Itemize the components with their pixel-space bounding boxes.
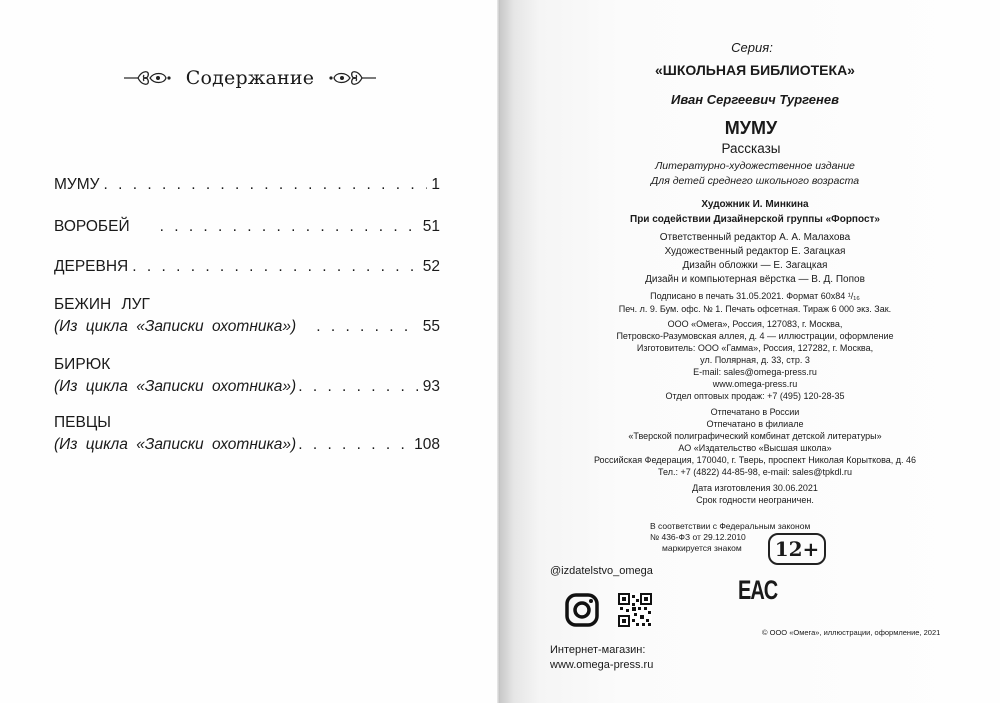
publisher-line: Петровско-Разумовская аллея, д. 4 — иллюстрации, оформление (616, 331, 894, 341)
publisher-line: ул. Полярная, д. 33, стр. 3 (700, 355, 810, 365)
publisher-email[interactable]: E-mail: sales@omega-press.ru (693, 367, 817, 377)
eac-certification-mark: EAC (738, 575, 778, 606)
printed-line: Российская Федерация, 170040, г. Тверь, проспект Николая Корыткова, д. 46 (593, 455, 917, 465)
toc-page-number: 55 (422, 318, 440, 335)
shop-url[interactable]: www.omega-press.ru (550, 659, 654, 671)
toc-entry-subtitle: (Из цикла «Записки охотника») (54, 436, 297, 453)
toc-entry-title: БЕЖИН ЛУГ (54, 296, 150, 313)
printed-line: Отпечатано в России (710, 407, 800, 417)
copyright-notice: © ООО «Омега», иллюстрации, оформление, 2021 (762, 628, 941, 637)
publisher-line: Изготовитель: ООО «Гамма», Россия, 127282, г. Москва, (636, 343, 874, 353)
author-name: Иван Сергеевич Тургенев (671, 92, 839, 107)
qr-code-icon[interactable] (618, 593, 652, 627)
printed-line: Тел.: +7 (4822) 44-85-98, e-mail: sales@tpkdl.ru (658, 467, 852, 477)
toc-entry-title: ДЕРЕВНЯ (54, 258, 129, 275)
credit-line: Дизайн обложки — Е. Загацкая (682, 260, 828, 271)
series-label: Серия: (731, 40, 773, 55)
toc-entry-mumu[interactable] (54, 174, 440, 196)
edition-type: Литературно-художественное издание (655, 160, 855, 172)
printed-line: «Тверской полиграфический комбинат детской литературы» (628, 431, 882, 441)
publisher-line: ООО «Омега», Россия, 127083, г. Москва, (667, 319, 843, 329)
publisher-line: Отдел оптовых продаж: +7 (495) 120-28-35 (665, 391, 845, 401)
print-specs: Печ. л. 9. Бум. офс. № 1. Печать офсетная. Тираж 6 000 экз. Зак. (618, 304, 892, 314)
book-title: МУМУ (724, 118, 778, 138)
toc-heading (110, 62, 390, 94)
toc-page-number: 52 (422, 258, 440, 275)
leader-dots (104, 174, 428, 196)
toc-entry-subtitle: (Из цикла «Записки охотника») (54, 378, 297, 395)
publisher-website[interactable]: www.omega-press.ru (712, 379, 798, 389)
toc-entry-derevnya[interactable] (54, 256, 440, 278)
toc-entry-subtitle: (Из цикла «Записки охотника») (54, 318, 297, 335)
toc-page-number: 51 (422, 218, 440, 235)
toc-entry-title: ПЕВЦЫ (54, 414, 112, 431)
toc-entry-bezhin-lug[interactable] (54, 294, 440, 338)
toc-title: Содержание (185, 67, 315, 89)
toc-entry-pevtsy[interactable] (54, 412, 440, 456)
right-page-imprint (500, 0, 1000, 703)
credit-line: Дизайн и компьютерная вёрстка — В. Д. Попов (645, 274, 865, 285)
date-line: Дата изготовления 30.06.2021 (692, 483, 818, 493)
law-line: В соответствии с Федеральным законом (650, 521, 811, 531)
toc-entry-vorobey[interactable] (54, 216, 440, 238)
illustrator: Художник И. Минкина (701, 199, 809, 210)
ornament-left-icon (124, 64, 172, 92)
social-handle[interactable]: @izdatelstvo_omega (550, 565, 653, 577)
shop-label: Интернет-магазин: (550, 644, 646, 656)
credit-line: Ответственный редактор А. А. Малахова (659, 232, 851, 243)
toc-entry-title: ВОРОБЕЙ (54, 218, 130, 235)
toc-entry-biryuk[interactable] (54, 354, 440, 398)
leader-dots (298, 376, 419, 398)
leader-dots (298, 434, 410, 456)
assistance: При содействии Дизайнерской группы «Форпост» (630, 214, 880, 225)
law-line: № 436-ФЗ от 29.12.2010 (650, 532, 746, 542)
print-signed: Подписано в печать 31.05.2021. Формат 60x84 ¹/₁₆ (650, 291, 860, 301)
toc-page-number: 108 (414, 436, 440, 453)
toc-entry-title: БИРЮК (54, 356, 111, 373)
credit-line: Художественный редактор Е. Загацкая (664, 246, 846, 257)
series-name: «ШКОЛЬНАЯ БИБЛИОТЕКА» (655, 62, 855, 78)
printed-line: АО «Издательство «Высшая школа» (678, 443, 832, 453)
law-line: маркируется знаком (662, 543, 742, 553)
printed-line: Отпечатано в филиале (706, 419, 804, 429)
leader-dots (160, 216, 419, 238)
instagram-icon[interactable] (564, 592, 600, 628)
age-rating-badge: 12+ (768, 533, 826, 565)
audience: Для детей среднего школьного возраста (650, 175, 860, 187)
toc-entry-title: МУМУ (54, 176, 100, 193)
book-genre: Рассказы (721, 141, 781, 156)
ornament-right-icon (328, 64, 376, 92)
toc-page-number: 93 (422, 378, 440, 395)
leader-dots (132, 256, 419, 278)
date-line: Срок годности неограничен. (696, 495, 814, 505)
toc-page-number: 1 (431, 176, 440, 193)
leader-dots (316, 316, 419, 338)
